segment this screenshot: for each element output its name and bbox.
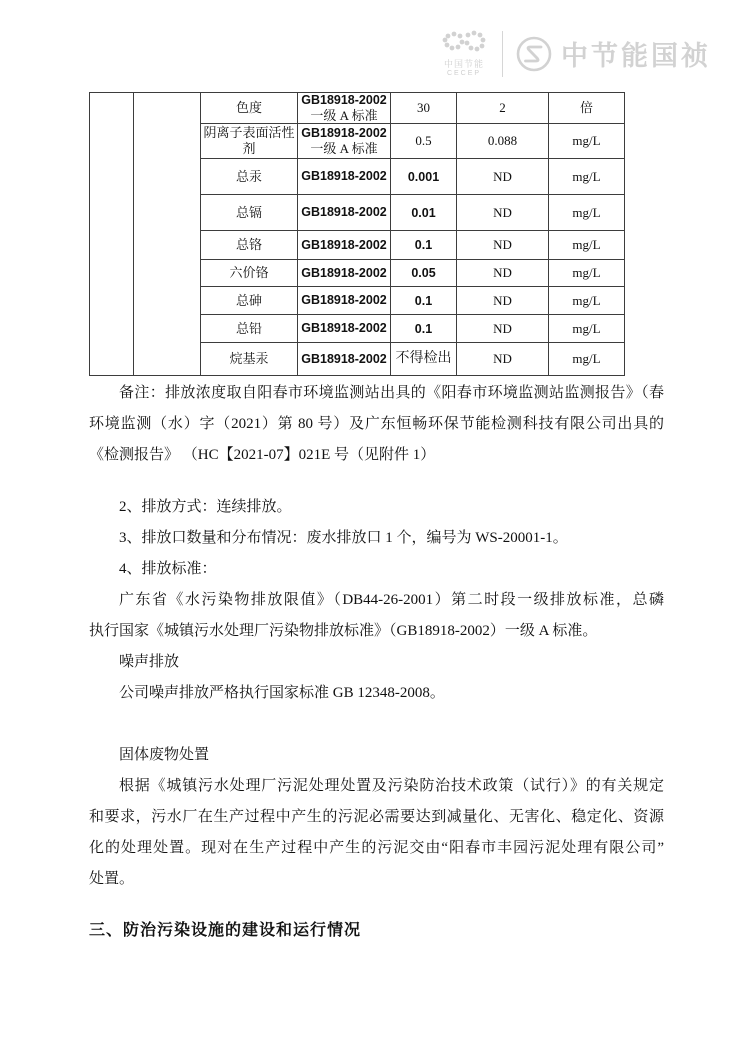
- cecep-logo: [438, 30, 490, 77]
- standard-code: GB18918-2002: [301, 293, 387, 307]
- standard-code: GB18918-2002: [301, 321, 387, 335]
- header-logo: [438, 30, 711, 77]
- brand-name: 中节能国祯: [561, 41, 711, 71]
- cecep-en-label: CECEP: [446, 70, 482, 77]
- unit-cell: mg/L: [549, 124, 625, 159]
- empty-cell-col1: [90, 93, 134, 376]
- para-outlet-count: 3、排放口数量和分布情况：废水排放口 1 个，编号为 WS-20001-1。: [119, 530, 568, 546]
- solid-line: 和要求，污水厂在生产过程中产生的污泥必需要达到减量化、无害化、稳定化、资源: [89, 809, 664, 825]
- param-cell: 色度: [201, 93, 298, 124]
- note-line: 《检测报告》 （HC【2021-07】021E 号（见附件 1）: [89, 447, 436, 463]
- measured-cell: ND: [457, 343, 549, 376]
- unit-cell: mg/L: [549, 231, 625, 260]
- measured-cell: ND: [457, 231, 549, 260]
- solid-line: 化的处理处置。现对在生产过程中产生的污泥交由“阳春市丰园污泥处理有限公司”: [89, 840, 664, 856]
- unit-cell: mg/L: [549, 159, 625, 195]
- measured-cell: ND: [457, 315, 549, 343]
- unit-cell: mg/L: [549, 315, 625, 343]
- solid-waste-paragraph: [89, 771, 664, 895]
- standard-code: GB18918-2002: [301, 93, 387, 107]
- para-discharge-standard-label: 4、排放标准：: [119, 561, 217, 577]
- standard-code: GB18918-2002: [301, 169, 387, 183]
- emissions-table: [89, 92, 625, 376]
- unit-cell: mg/L: [549, 260, 625, 287]
- standard-grade: 一级 A 标准: [310, 108, 378, 123]
- limit-cell: 不得检出: [391, 343, 457, 376]
- param-cell: 阴离子表面活性剂: [201, 124, 298, 159]
- table-row: [90, 93, 625, 124]
- noise-section-title: 噪声排放: [119, 654, 180, 670]
- note-line: 备注：排放浓度取自阳春市环境监测站出具的《阳春市环境监测站监测报告》（春: [119, 385, 664, 401]
- param-cell: 总铬: [201, 231, 298, 260]
- measured-cell: ND: [457, 287, 549, 315]
- body-text: [89, 378, 664, 946]
- note-paragraph: [89, 378, 664, 471]
- empty-cell-col2: [134, 93, 201, 376]
- standard-cell: [298, 124, 391, 159]
- measured-cell: 0.088: [457, 124, 549, 159]
- limit-cell: 0.01: [391, 195, 457, 231]
- standard-code: GB18918-2002: [301, 237, 387, 252]
- guozhen-circle-icon: [515, 35, 553, 73]
- measured-cell: 2: [457, 93, 549, 124]
- standard-code: GB18918-2002: [301, 265, 387, 280]
- measured-cell: ND: [457, 195, 549, 231]
- para-discharge-standard-detail: [89, 585, 664, 647]
- param-cell: 总汞: [201, 159, 298, 195]
- limit-cell: 0.05: [391, 260, 457, 287]
- limit-cell: 0.1: [391, 315, 457, 343]
- noise-paragraph: 公司噪声排放严格执行国家标准 GB 12348-2008。: [119, 685, 445, 701]
- param-cell: 总铅: [201, 315, 298, 343]
- unit-cell: mg/L: [549, 343, 625, 376]
- unit-cell: 倍: [549, 93, 625, 124]
- solid-waste-title: 固体废物处置: [119, 747, 210, 763]
- standard-code: GB18918-2002: [301, 126, 387, 140]
- limit-cell: 30: [391, 93, 457, 124]
- note-line: 环境监测（水）字（2021）第 80 号）及广东恒畅环保节能检测科技有限公司出具的: [89, 416, 664, 432]
- solid-line: 根据《城镇污水处理厂污泥处理处置及污染防治技术政策（试行）》的有关规定: [119, 778, 664, 794]
- standard-grade: 一级 A 标准: [310, 141, 378, 156]
- unit-cell: mg/L: [549, 287, 625, 315]
- standard-code: GB18918-2002: [301, 351, 387, 366]
- measured-cell: ND: [457, 159, 549, 195]
- standard-code: GB18918-2002: [301, 205, 387, 219]
- measured-cell: ND: [457, 260, 549, 287]
- limit-cell: 0.001: [391, 159, 457, 195]
- cecep-dots-icon: [438, 30, 490, 60]
- standard-line: 广东省《水污染物排放限值》（DB44-26-2001）第二时段一级排放标准，总磷: [119, 592, 664, 608]
- standard-line: 执行国家《城镇污水处理厂污染物排放标准》（GB18918-2002）一级 A 标准。: [89, 623, 598, 639]
- param-cell: 六价铬: [201, 260, 298, 287]
- section-heading: 三、防治污染设施的建设和运行情况: [89, 922, 362, 939]
- unit-cell: mg/L: [549, 195, 625, 231]
- param-cell: 烷基汞: [201, 343, 298, 376]
- logo-divider: [502, 31, 503, 77]
- limit-cell: 0.5: [391, 124, 457, 159]
- cecep-cn-label: 中国节能: [443, 59, 484, 69]
- standard-cell: [298, 93, 391, 124]
- limit-cell: 0.1: [391, 287, 457, 315]
- solid-line: 处置。: [89, 871, 135, 887]
- guozhen-logo: [515, 34, 711, 73]
- limit-cell: 0.1: [391, 231, 457, 260]
- param-cell: 总镉: [201, 195, 298, 231]
- para-discharge-mode: 2、排放方式：连续排放。: [119, 499, 292, 515]
- param-cell: 总砷: [201, 287, 298, 315]
